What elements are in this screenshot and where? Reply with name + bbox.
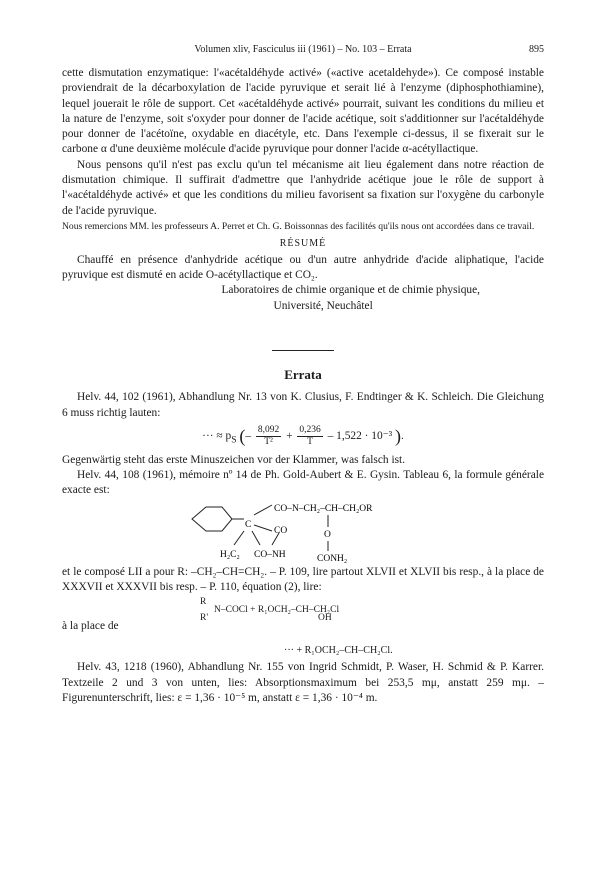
reaction-main: N–COCl + R₁OCH₂–CH–CH₂Cl (214, 605, 340, 616)
reaction-equation (62, 597, 544, 641)
chain-label: CO–N–CH₂–CH–CH₂OR (274, 503, 373, 514)
paragraph-1: cette dismutation enzymatique: l'«acétaldéhyde activé» («active acetaldehyde»). Ce composé instable proviendrait de la décarboxylation de l'acide pyruvique et serait lié à l'enzyme (diphosphothiamine), lequel jouerait le rôle de support. Cet «acétaldéhyde activé» pourrait, suivant les conditions du milieu et la nature de l'enzyme, soit s'oxyder pour donner de l'acide acétique, soit s'additionner sur l'acétaldéhyde pour donner de l'acétoïne, oxydable en diacétyle, etc. Dans l'exemple ci-dessus, il se fixerait sur le carbone α d'une deuxième molécule d'acide pyruvique pour donner l'acide α-acétyllactique. (62, 67, 544, 156)
ring-structure-drawing (182, 501, 432, 565)
equation-tail: – 1,522 · 10⁻³ (327, 430, 393, 443)
h2c2-label: H₂C₂ (220, 549, 240, 560)
section-divider (272, 350, 334, 351)
structural-formula (182, 501, 544, 565)
affiliation-line-2: Université, Neuchâtel (273, 299, 373, 312)
c-label: C (245, 519, 252, 530)
errata-heading: Errata (284, 367, 322, 383)
equation-sub: S (231, 435, 237, 446)
erratum-1-note: Gegenwärtig steht das erste Minuszeichen vor der Klammer, was falsch ist. (62, 453, 406, 466)
replaced-formula: ··· + R₁OCH₂–CH–CH₂Cl. (284, 645, 393, 657)
affiliation (62, 283, 544, 314)
erratum-2-note: et le composé LII a pour R: –CH₂–CH=CH₂. – P. 109, lire partout XLVII et XLVII bis resp., à la place de XXXVII et XXXVII bis resp. – P. 110, équation (2), lire: (62, 565, 544, 593)
conh-label: CO–NH (254, 549, 286, 560)
fraction-1 (256, 425, 281, 448)
erratum-1-text: Helv. 44, 102 (1961), Abhandlung Nr. 13 von K. Clusius, F. Endtinger & K. Schleich. Die Gleichung 6 muss richtig lauten: (62, 391, 544, 419)
resume-heading: RÉSUMÉ (279, 237, 327, 249)
article-body (62, 66, 544, 706)
fraction-1-denominator: T² (264, 436, 273, 447)
equation-lead: ··· ≈ p (202, 430, 232, 443)
fraction-2 (297, 425, 322, 448)
r-prime-group: R' (200, 613, 209, 624)
hydroxyl-label: OH (318, 613, 332, 624)
paragraph-2: Nous pensons qu'il n'est pas exclu qu'un tel mécanisme ait lieu également dans notre réaction de dismutation chimique. Il suffirait d'admettre que l'anhydride acétique joue le rôle de support à l'«acétaldéhyde activé» et que les conditions du milieu favorisent sa fixation sur l'oxygène du carbonyle de l'acide pyruvique. (62, 158, 544, 217)
fraction-1-numerator: 8,092 (257, 424, 280, 435)
conh2-label: CONH₂ (317, 553, 348, 564)
instead-label: à la place de (62, 620, 119, 633)
o-label: O (324, 529, 331, 540)
resume-text: Chauffé en présence d'anhydride acétique ou d'un autre anhydride d'acide aliphatique, l'acide pyruvique est dismuté en acide O-acétyllactique et CO₂. (62, 253, 544, 282)
page-number: 895 (529, 44, 544, 55)
erratum-3-text: Helv. 43, 1218 (1960), Abhandlung Nr. 155 von Ingrid Schmidt, P. Waser, H. Schmid & P. Karrer. Textzeile 2 und 3 von unten, lies: Absorptionsmaximum bei 253,5 mμ, anstatt 259 mμ. – Figurenunterschrift, lies: ε = 1,36 · 10⁻⁵ m, anstatt ε = 1,36 · 10⁻⁴ m. (62, 661, 544, 704)
affiliation-line-1: Laboratoires de chimie organique et de chimie physique, (221, 284, 480, 297)
erratum-2-text: Helv. 44, 108 (1961), mémoire nº 14 de Ph. Gold-Aubert & E. Gysin. Tableau 6, la formule générale exacte est: (62, 468, 544, 497)
r-group: R (200, 597, 207, 608)
reaction-formula (200, 597, 339, 624)
acknowledgement: Nous remercions MM. les professeurs A. Perret et Ch. G. Boissonnas des facilités qu'ils nous ont accordées dans ce travail. (62, 220, 535, 232)
close-paren: ) (394, 425, 401, 446)
open-paren: ( (239, 425, 246, 446)
co-label: CO (274, 525, 288, 536)
erratum-1-equation: ··· ≈ $p_S$ (– $\frac{8,092}{\text{T²}}$ + $\frac{0,236}{T}$ – 1,522 · 10⁻³ ). (202, 424, 404, 447)
fraction-2-denominator: T (307, 436, 313, 447)
running-title: Volumen xliv, Fasciculus iii (1961) – No. 103 – Errata (194, 44, 412, 55)
fraction-2-numerator: 0,236 (299, 424, 321, 435)
